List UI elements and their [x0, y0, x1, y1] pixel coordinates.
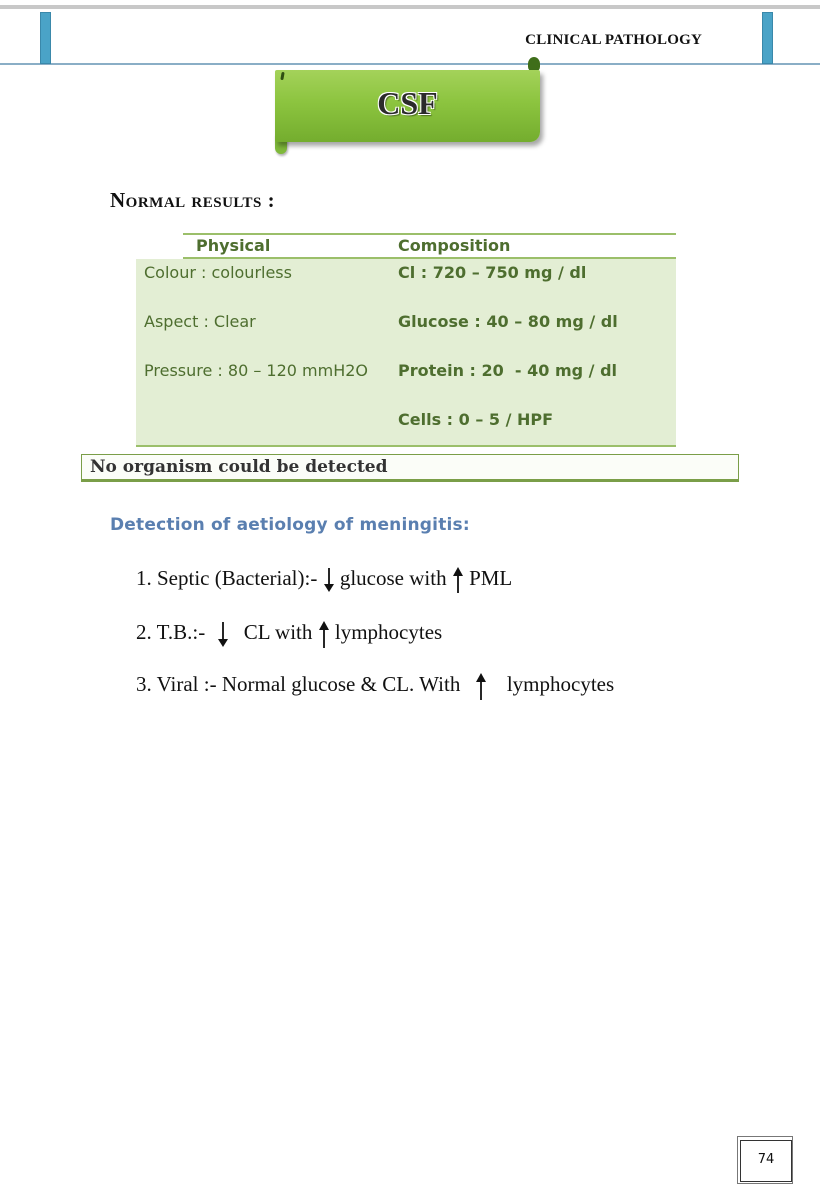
header-rule [0, 63, 820, 65]
arrow-up-icon [452, 566, 464, 594]
physical-pressure: Pressure : 80 – 120 mmH2O [144, 361, 369, 380]
note-text: No organism could be detected [90, 457, 388, 477]
column-header-composition: Composition [398, 236, 511, 255]
list-item-text: lymphocytes [506, 671, 615, 696]
composition-cl: Cl : 720 – 750 mg / dl [398, 263, 587, 282]
physical-colour: Colour : colourless [144, 263, 292, 282]
list-item-text: 2. T.B.:- [136, 619, 206, 644]
header-tab-right [762, 12, 773, 64]
physical-aspect: Aspect : Clear [144, 312, 256, 331]
header-tab-left [40, 12, 51, 64]
column-header-physical: Physical [196, 236, 271, 255]
composition-cells: Cells : 0 – 5 / HPF [398, 410, 554, 429]
list-item-text: 1. Septic (Bacterial):- [136, 566, 318, 590]
title-banner [275, 70, 540, 142]
normal-results-heading: Normal results : [110, 188, 276, 212]
banner-title: CSF [377, 85, 438, 121]
list-item-text: glucose with [339, 566, 447, 590]
list-item-tb [136, 619, 442, 649]
arrow-up-icon [470, 671, 492, 701]
list-item-text: 3. Viral :- Normal glucose & CL. With [136, 671, 461, 696]
top-rule [0, 5, 820, 9]
arrow-up-icon [318, 619, 330, 649]
list-item-text: lymphocytes [334, 619, 443, 644]
composition-protein: Protein : 20 - 40 mg / dl [398, 361, 618, 380]
list-item-septic [136, 566, 512, 594]
list-item-viral [136, 671, 614, 701]
meningitis-heading: Detection of aetiology of meningitis: [110, 515, 470, 535]
arrow-down-icon [214, 620, 232, 648]
list-item-text: CL with [243, 619, 313, 644]
arrow-down-icon [323, 567, 335, 593]
composition-glucose: Glucose : 40 – 80 mg / dl [398, 312, 618, 331]
banner-curl-top [528, 57, 540, 71]
header-title: CLINICAL PATHOLOGY [525, 32, 702, 48]
list-item-text: PML [469, 566, 513, 590]
page-number: 74 [757, 1152, 775, 1167]
